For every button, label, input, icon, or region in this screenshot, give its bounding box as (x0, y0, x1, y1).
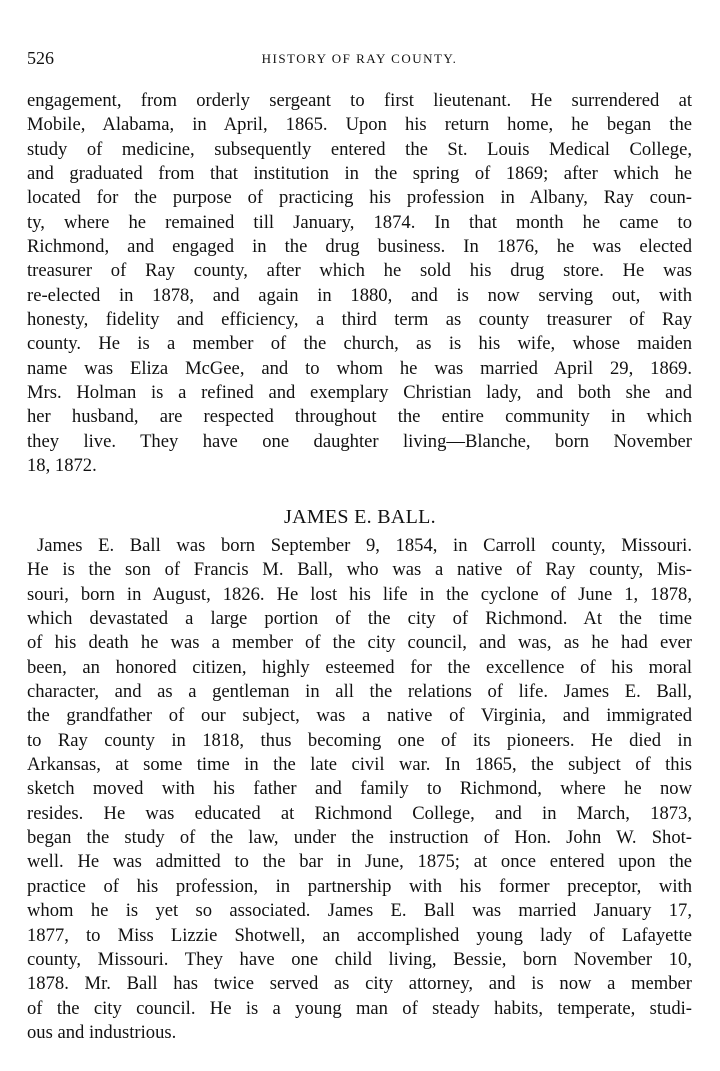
text-line: 1878. Mr. Ball has twice served as city attorney, and is now a member (27, 973, 692, 995)
text-line: He is the son of Francis M. Ball, who was a native of Ray county, Mis- (27, 559, 692, 581)
text-line: re-elected in 1878, and again in 1880, and is now serving out, with (27, 284, 692, 306)
text-line: name was Eliza McGee, and to whom he was married April 29, 1869. (27, 357, 692, 379)
text-line: Arkansas, at some time in the late civil war. In 1865, the subject of this (27, 754, 692, 776)
text-line: Mrs. Holman is a refined and exemplary Christian lady, and both she and (27, 382, 692, 404)
text-line: and graduated from that institution in the spring of 1869; after which he (27, 163, 692, 185)
text-line: ous and industrious. (27, 1021, 177, 1043)
text-line: sketch moved with his father and family to Richmond, where he now (27, 778, 692, 800)
text-line: 1877, to Miss Lizzie Shotwell, an accomplished young lady of Lafayette (27, 924, 692, 946)
text-line: well. He was admitted to the bar in June, 1875; at once entered upon the (27, 851, 692, 873)
text-line: engagement, from orderly sergeant to first lieutenant. He surrendered at (27, 90, 692, 111)
text-line: county. He is a member of the church, as is his wife, whose maiden (27, 333, 692, 355)
running-title: HISTORY OF RAY COUNTY. (261, 51, 458, 66)
text-line: 18, 1872. (27, 455, 97, 477)
text-line: located for the purpose of practicing his profession in Albany, Ray coun- (27, 187, 692, 209)
text-line: her husband, are respected throughout the entire community in which (27, 406, 692, 428)
text-line: the grandfather of our subject, was a native of Virginia, and immigrated (27, 705, 692, 727)
text-line: to Ray county in 1818, thus becoming one of its pioneers. He died in (27, 729, 692, 751)
text-line: practice of his profession, in partnership with his former preceptor, with (27, 875, 692, 897)
page-header (27, 48, 692, 72)
paragraph-james-e-ball (27, 534, 692, 1045)
text-line: James E. Ball was born September 9, 1854, in Carroll county, Missouri. (37, 535, 692, 556)
text-line: study of medicine, subsequently entered the St. Louis Medical College, (27, 138, 692, 160)
text-line: which devastated a large portion of the city of Richmond. At the time (27, 608, 692, 630)
section-heading: JAMES E. BALL. (284, 506, 436, 528)
text-line: ty, where he remained till January, 1874. In that month he came to (27, 211, 692, 233)
text-line: been, an honored citizen, highly esteemed for the excellence of his moral (27, 656, 692, 678)
text-line: resides. He was educated at Richmond College, and in March, 1873, (27, 802, 692, 824)
text-line: Mobile, Alabama, in April, 1865. Upon his return home, he began the (27, 114, 692, 136)
text-line: whom he is yet so associated. James E. Ball was married January 17, (27, 900, 692, 922)
text-line: of his death he was a member of the city council, and was, as he had ever (27, 632, 692, 654)
page-number: 526 (27, 48, 54, 68)
text-line: honesty, fidelity and efficiency, a third term as county treasurer of Ray (27, 309, 692, 331)
text-line: began the study of the law, under the instruction of Hon. John W. Shot- (27, 827, 692, 849)
text-line: character, and as a gentleman in all the relations of life. James E. Ball, (27, 681, 692, 703)
text-line: they live. They have one daughter living—Blanche, born November (27, 430, 692, 452)
text-line: county, Missouri. They have one child living, Bessie, born November 10, (27, 948, 692, 970)
text-line: treasurer of Ray county, after which he sold his drug store. He was (27, 260, 692, 282)
text-line: Richmond, and engaged in the drug business. In 1876, he was elected (27, 236, 692, 258)
text-line: of the city council. He is a young man of steady habits, temperate, studi- (27, 997, 692, 1019)
paragraph-holman (27, 89, 692, 479)
text-line: souri, born in August, 1826. He lost his life in the cyclone of June 1, 1878, (27, 583, 692, 605)
